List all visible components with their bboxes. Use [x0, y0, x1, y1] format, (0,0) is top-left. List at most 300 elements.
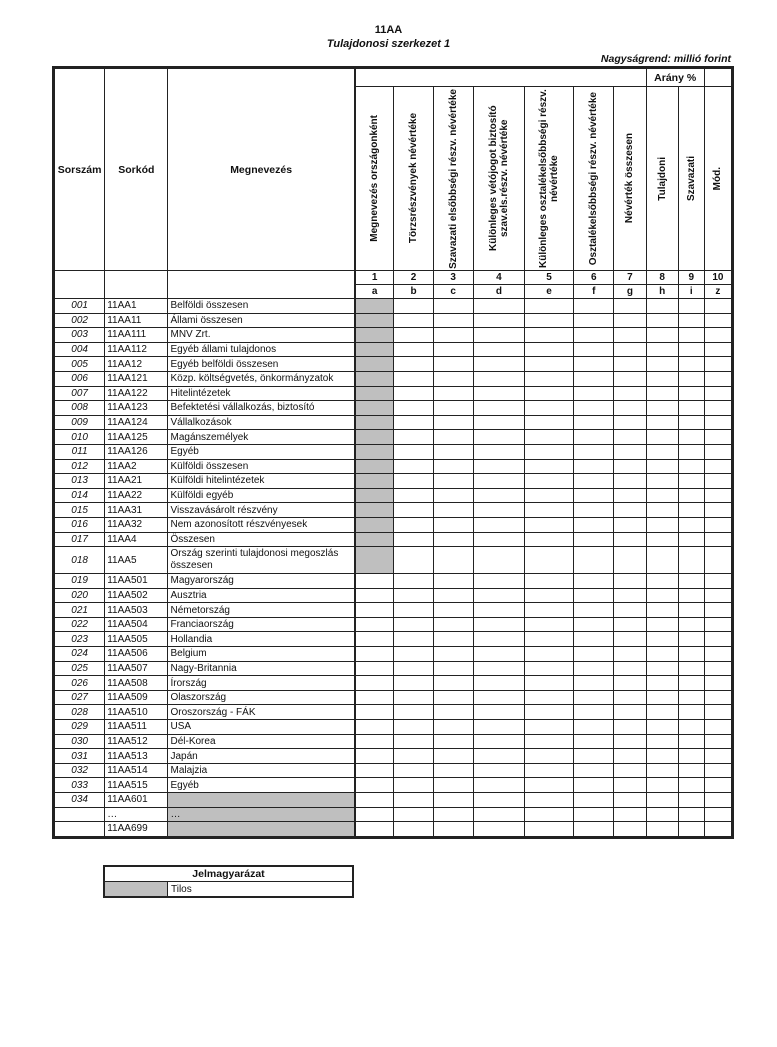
cell-i[interactable]	[678, 603, 704, 618]
cell-b[interactable]	[394, 690, 433, 705]
cell-h[interactable]	[646, 444, 678, 459]
cell-f[interactable]	[574, 705, 614, 720]
cell-h[interactable]	[646, 328, 678, 343]
cell-b[interactable]	[394, 574, 433, 589]
cell-h[interactable]	[646, 763, 678, 778]
cell-f[interactable]	[574, 763, 614, 778]
cell-g[interactable]	[614, 488, 646, 503]
cell-b[interactable]	[394, 588, 433, 603]
cell-e[interactable]	[524, 749, 573, 764]
cell-h[interactable]	[646, 734, 678, 749]
cell-i[interactable]	[678, 532, 704, 547]
cell-e[interactable]	[524, 299, 573, 314]
cell-g[interactable]	[614, 690, 646, 705]
cell-h[interactable]	[646, 822, 678, 838]
cell-c[interactable]	[433, 386, 473, 401]
cell-c[interactable]	[433, 357, 473, 372]
cell-z[interactable]	[704, 690, 732, 705]
cell-f[interactable]	[574, 357, 614, 372]
cell-z[interactable]	[704, 676, 732, 691]
cell-g[interactable]	[614, 778, 646, 793]
cell-f[interactable]	[574, 690, 614, 705]
cell-f[interactable]	[574, 749, 614, 764]
cell-d[interactable]	[473, 401, 524, 416]
cell-d[interactable]	[473, 647, 524, 662]
cell-e[interactable]	[524, 778, 573, 793]
cell-z[interactable]	[704, 763, 732, 778]
cell-a[interactable]	[355, 517, 394, 532]
cell-i[interactable]	[678, 517, 704, 532]
cell-c[interactable]	[433, 532, 473, 547]
cell-z[interactable]	[704, 588, 732, 603]
cell-z[interactable]	[704, 299, 732, 314]
cell-f[interactable]	[574, 647, 614, 662]
cell-f[interactable]	[574, 474, 614, 489]
cell-h[interactable]	[646, 632, 678, 647]
cell-g[interactable]	[614, 661, 646, 676]
cell-e[interactable]	[524, 690, 573, 705]
cell-b[interactable]	[394, 459, 433, 474]
cell-d[interactable]	[473, 357, 524, 372]
cell-b[interactable]	[394, 342, 433, 357]
cell-e[interactable]	[524, 328, 573, 343]
cell-z[interactable]	[704, 705, 732, 720]
cell-f[interactable]	[574, 299, 614, 314]
cell-b[interactable]	[394, 822, 433, 838]
cell-f[interactable]	[574, 661, 614, 676]
cell-i[interactable]	[678, 588, 704, 603]
cell-e[interactable]	[524, 415, 573, 430]
cell-b[interactable]	[394, 357, 433, 372]
cell-b[interactable]	[394, 778, 433, 793]
cell-z[interactable]	[704, 444, 732, 459]
cell-a[interactable]	[355, 401, 394, 416]
cell-z[interactable]	[704, 822, 732, 838]
cell-e[interactable]	[524, 763, 573, 778]
cell-e[interactable]	[524, 676, 573, 691]
cell-e[interactable]	[524, 705, 573, 720]
cell-b[interactable]	[394, 328, 433, 343]
cell-d[interactable]	[473, 313, 524, 328]
cell-c[interactable]	[433, 822, 473, 838]
cell-a[interactable]	[355, 676, 394, 691]
cell-e[interactable]	[524, 459, 573, 474]
cell-d[interactable]	[473, 299, 524, 314]
cell-g[interactable]	[614, 749, 646, 764]
cell-d[interactable]	[473, 488, 524, 503]
cell-i[interactable]	[678, 415, 704, 430]
cell-f[interactable]	[574, 342, 614, 357]
cell-b[interactable]	[394, 763, 433, 778]
cell-i[interactable]	[678, 617, 704, 632]
cell-a[interactable]	[355, 328, 394, 343]
cell-f[interactable]	[574, 517, 614, 532]
cell-e[interactable]	[524, 430, 573, 445]
cell-e[interactable]	[524, 474, 573, 489]
cell-d[interactable]	[473, 386, 524, 401]
cell-g[interactable]	[614, 342, 646, 357]
cell-b[interactable]	[394, 401, 433, 416]
cell-c[interactable]	[433, 488, 473, 503]
cell-c[interactable]	[433, 313, 473, 328]
cell-i[interactable]	[678, 444, 704, 459]
cell-z[interactable]	[704, 661, 732, 676]
cell-d[interactable]	[473, 547, 524, 574]
cell-a[interactable]	[355, 822, 394, 838]
cell-i[interactable]	[678, 793, 704, 808]
cell-z[interactable]	[704, 720, 732, 735]
cell-b[interactable]	[394, 603, 433, 618]
cell-f[interactable]	[574, 603, 614, 618]
cell-d[interactable]	[473, 444, 524, 459]
cell-i[interactable]	[678, 734, 704, 749]
cell-g[interactable]	[614, 822, 646, 838]
cell-g[interactable]	[614, 588, 646, 603]
cell-a[interactable]	[355, 547, 394, 574]
cell-f[interactable]	[574, 371, 614, 386]
cell-g[interactable]	[614, 415, 646, 430]
cell-b[interactable]	[394, 503, 433, 518]
cell-d[interactable]	[473, 503, 524, 518]
cell-a[interactable]	[355, 661, 394, 676]
cell-a[interactable]	[355, 807, 394, 822]
cell-b[interactable]	[394, 749, 433, 764]
cell-d[interactable]	[473, 778, 524, 793]
cell-a[interactable]	[355, 488, 394, 503]
cell-e[interactable]	[524, 444, 573, 459]
cell-z[interactable]	[704, 474, 732, 489]
cell-h[interactable]	[646, 517, 678, 532]
cell-g[interactable]	[614, 793, 646, 808]
cell-c[interactable]	[433, 705, 473, 720]
cell-g[interactable]	[614, 763, 646, 778]
cell-c[interactable]	[433, 778, 473, 793]
cell-c[interactable]	[433, 734, 473, 749]
cell-g[interactable]	[614, 617, 646, 632]
cell-a[interactable]	[355, 705, 394, 720]
cell-b[interactable]	[394, 661, 433, 676]
cell-f[interactable]	[574, 488, 614, 503]
cell-b[interactable]	[394, 517, 433, 532]
cell-f[interactable]	[574, 793, 614, 808]
cell-c[interactable]	[433, 342, 473, 357]
cell-a[interactable]	[355, 749, 394, 764]
cell-b[interactable]	[394, 807, 433, 822]
cell-h[interactable]	[646, 459, 678, 474]
cell-z[interactable]	[704, 603, 732, 618]
cell-g[interactable]	[614, 734, 646, 749]
cell-f[interactable]	[574, 532, 614, 547]
cell-h[interactable]	[646, 547, 678, 574]
cell-b[interactable]	[394, 371, 433, 386]
cell-d[interactable]	[473, 720, 524, 735]
cell-b[interactable]	[394, 430, 433, 445]
cell-z[interactable]	[704, 632, 732, 647]
cell-i[interactable]	[678, 763, 704, 778]
cell-c[interactable]	[433, 430, 473, 445]
cell-a[interactable]	[355, 459, 394, 474]
cell-a[interactable]	[355, 313, 394, 328]
cell-g[interactable]	[614, 632, 646, 647]
cell-g[interactable]	[614, 603, 646, 618]
cell-g[interactable]	[614, 720, 646, 735]
cell-c[interactable]	[433, 547, 473, 574]
cell-a[interactable]	[355, 720, 394, 735]
cell-a[interactable]	[355, 357, 394, 372]
cell-h[interactable]	[646, 357, 678, 372]
cell-d[interactable]	[473, 632, 524, 647]
cell-i[interactable]	[678, 401, 704, 416]
cell-d[interactable]	[473, 532, 524, 547]
cell-d[interactable]	[473, 749, 524, 764]
cell-b[interactable]	[394, 676, 433, 691]
cell-a[interactable]	[355, 444, 394, 459]
cell-i[interactable]	[678, 676, 704, 691]
cell-z[interactable]	[704, 488, 732, 503]
cell-d[interactable]	[473, 705, 524, 720]
cell-f[interactable]	[574, 617, 614, 632]
cell-i[interactable]	[678, 474, 704, 489]
cell-e[interactable]	[524, 647, 573, 662]
cell-z[interactable]	[704, 778, 732, 793]
cell-z[interactable]	[704, 547, 732, 574]
cell-h[interactable]	[646, 386, 678, 401]
cell-f[interactable]	[574, 588, 614, 603]
cell-b[interactable]	[394, 617, 433, 632]
cell-c[interactable]	[433, 647, 473, 662]
cell-c[interactable]	[433, 588, 473, 603]
cell-i[interactable]	[678, 749, 704, 764]
cell-f[interactable]	[574, 328, 614, 343]
cell-i[interactable]	[678, 647, 704, 662]
cell-a[interactable]	[355, 532, 394, 547]
cell-e[interactable]	[524, 532, 573, 547]
cell-c[interactable]	[433, 444, 473, 459]
cell-g[interactable]	[614, 459, 646, 474]
cell-g[interactable]	[614, 401, 646, 416]
cell-h[interactable]	[646, 415, 678, 430]
cell-i[interactable]	[678, 778, 704, 793]
cell-i[interactable]	[678, 357, 704, 372]
cell-d[interactable]	[473, 459, 524, 474]
cell-g[interactable]	[614, 371, 646, 386]
cell-a[interactable]	[355, 588, 394, 603]
cell-h[interactable]	[646, 313, 678, 328]
cell-a[interactable]	[355, 574, 394, 589]
cell-h[interactable]	[646, 705, 678, 720]
cell-z[interactable]	[704, 371, 732, 386]
cell-h[interactable]	[646, 532, 678, 547]
cell-i[interactable]	[678, 386, 704, 401]
cell-b[interactable]	[394, 547, 433, 574]
cell-c[interactable]	[433, 401, 473, 416]
cell-i[interactable]	[678, 632, 704, 647]
cell-z[interactable]	[704, 415, 732, 430]
cell-d[interactable]	[473, 415, 524, 430]
cell-z[interactable]	[704, 574, 732, 589]
cell-h[interactable]	[646, 342, 678, 357]
cell-b[interactable]	[394, 313, 433, 328]
cell-c[interactable]	[433, 661, 473, 676]
cell-h[interactable]	[646, 574, 678, 589]
cell-h[interactable]	[646, 793, 678, 808]
cell-h[interactable]	[646, 603, 678, 618]
cell-g[interactable]	[614, 676, 646, 691]
cell-a[interactable]	[355, 386, 394, 401]
cell-d[interactable]	[473, 574, 524, 589]
cell-h[interactable]	[646, 647, 678, 662]
cell-g[interactable]	[614, 386, 646, 401]
cell-f[interactable]	[574, 632, 614, 647]
cell-z[interactable]	[704, 328, 732, 343]
cell-a[interactable]	[355, 690, 394, 705]
cell-a[interactable]	[355, 647, 394, 662]
cell-e[interactable]	[524, 488, 573, 503]
cell-b[interactable]	[394, 415, 433, 430]
cell-g[interactable]	[614, 430, 646, 445]
cell-i[interactable]	[678, 328, 704, 343]
cell-c[interactable]	[433, 574, 473, 589]
cell-i[interactable]	[678, 313, 704, 328]
cell-h[interactable]	[646, 588, 678, 603]
cell-d[interactable]	[473, 763, 524, 778]
cell-d[interactable]	[473, 793, 524, 808]
cell-g[interactable]	[614, 357, 646, 372]
cell-f[interactable]	[574, 503, 614, 518]
cell-i[interactable]	[678, 574, 704, 589]
cell-c[interactable]	[433, 517, 473, 532]
cell-b[interactable]	[394, 488, 433, 503]
cell-h[interactable]	[646, 430, 678, 445]
cell-c[interactable]	[433, 603, 473, 618]
cell-g[interactable]	[614, 299, 646, 314]
cell-i[interactable]	[678, 371, 704, 386]
cell-f[interactable]	[574, 386, 614, 401]
cell-f[interactable]	[574, 401, 614, 416]
cell-i[interactable]	[678, 807, 704, 822]
cell-c[interactable]	[433, 617, 473, 632]
cell-b[interactable]	[394, 386, 433, 401]
cell-f[interactable]	[574, 313, 614, 328]
cell-d[interactable]	[473, 822, 524, 838]
cell-i[interactable]	[678, 488, 704, 503]
cell-b[interactable]	[394, 299, 433, 314]
cell-z[interactable]	[704, 793, 732, 808]
cell-i[interactable]	[678, 503, 704, 518]
cell-a[interactable]	[355, 415, 394, 430]
cell-g[interactable]	[614, 547, 646, 574]
cell-z[interactable]	[704, 342, 732, 357]
cell-c[interactable]	[433, 749, 473, 764]
cell-z[interactable]	[704, 807, 732, 822]
cell-a[interactable]	[355, 763, 394, 778]
cell-f[interactable]	[574, 574, 614, 589]
cell-c[interactable]	[433, 503, 473, 518]
cell-i[interactable]	[678, 299, 704, 314]
cell-d[interactable]	[473, 588, 524, 603]
cell-h[interactable]	[646, 617, 678, 632]
cell-h[interactable]	[646, 749, 678, 764]
cell-d[interactable]	[473, 430, 524, 445]
cell-h[interactable]	[646, 676, 678, 691]
cell-h[interactable]	[646, 661, 678, 676]
cell-i[interactable]	[678, 661, 704, 676]
cell-a[interactable]	[355, 430, 394, 445]
cell-f[interactable]	[574, 444, 614, 459]
cell-d[interactable]	[473, 517, 524, 532]
cell-g[interactable]	[614, 474, 646, 489]
cell-c[interactable]	[433, 720, 473, 735]
cell-z[interactable]	[704, 401, 732, 416]
cell-i[interactable]	[678, 342, 704, 357]
cell-e[interactable]	[524, 793, 573, 808]
cell-e[interactable]	[524, 632, 573, 647]
cell-e[interactable]	[524, 386, 573, 401]
cell-i[interactable]	[678, 547, 704, 574]
cell-b[interactable]	[394, 444, 433, 459]
cell-e[interactable]	[524, 720, 573, 735]
cell-e[interactable]	[524, 371, 573, 386]
cell-z[interactable]	[704, 532, 732, 547]
cell-d[interactable]	[473, 474, 524, 489]
cell-z[interactable]	[704, 313, 732, 328]
cell-g[interactable]	[614, 328, 646, 343]
cell-c[interactable]	[433, 763, 473, 778]
cell-i[interactable]	[678, 822, 704, 838]
cell-h[interactable]	[646, 690, 678, 705]
cell-d[interactable]	[473, 371, 524, 386]
cell-c[interactable]	[433, 299, 473, 314]
cell-i[interactable]	[678, 720, 704, 735]
cell-f[interactable]	[574, 807, 614, 822]
cell-d[interactable]	[473, 807, 524, 822]
cell-z[interactable]	[704, 503, 732, 518]
cell-a[interactable]	[355, 503, 394, 518]
cell-e[interactable]	[524, 517, 573, 532]
cell-f[interactable]	[574, 720, 614, 735]
cell-c[interactable]	[433, 459, 473, 474]
cell-g[interactable]	[614, 807, 646, 822]
cell-d[interactable]	[473, 661, 524, 676]
cell-a[interactable]	[355, 299, 394, 314]
cell-c[interactable]	[433, 807, 473, 822]
cell-a[interactable]	[355, 474, 394, 489]
cell-z[interactable]	[704, 617, 732, 632]
cell-h[interactable]	[646, 474, 678, 489]
cell-c[interactable]	[433, 690, 473, 705]
cell-g[interactable]	[614, 532, 646, 547]
cell-e[interactable]	[524, 661, 573, 676]
cell-c[interactable]	[433, 676, 473, 691]
cell-h[interactable]	[646, 401, 678, 416]
cell-f[interactable]	[574, 547, 614, 574]
cell-z[interactable]	[704, 647, 732, 662]
cell-e[interactable]	[524, 588, 573, 603]
cell-z[interactable]	[704, 734, 732, 749]
cell-b[interactable]	[394, 632, 433, 647]
cell-b[interactable]	[394, 474, 433, 489]
cell-g[interactable]	[614, 503, 646, 518]
cell-c[interactable]	[433, 474, 473, 489]
cell-b[interactable]	[394, 532, 433, 547]
cell-g[interactable]	[614, 647, 646, 662]
cell-f[interactable]	[574, 430, 614, 445]
cell-z[interactable]	[704, 517, 732, 532]
cell-h[interactable]	[646, 720, 678, 735]
cell-g[interactable]	[614, 705, 646, 720]
cell-a[interactable]	[355, 793, 394, 808]
cell-f[interactable]	[574, 778, 614, 793]
